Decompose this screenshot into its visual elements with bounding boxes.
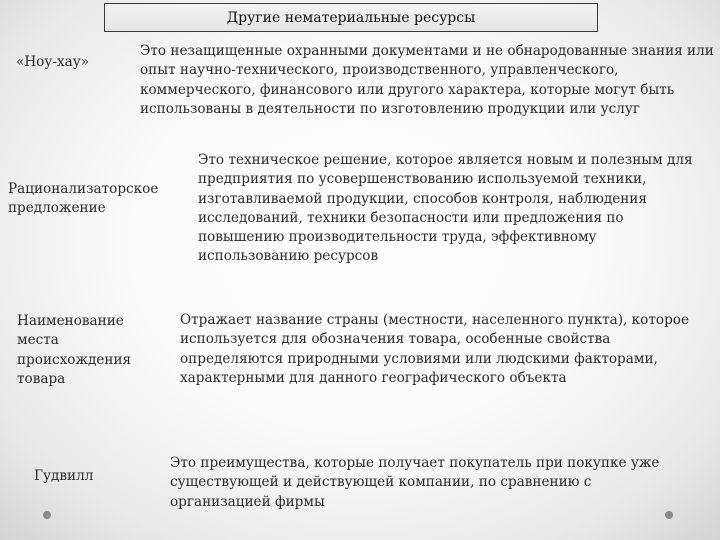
slide-dot-right: [665, 511, 673, 519]
definition-goodwill: Это преимущества, которые получает покупатель при покупке уже существующей и действующей компании, по сравнению с организацией фирмы: [170, 455, 660, 510]
term-know-how: «Ноу-хау»: [16, 54, 90, 70]
definition-rationalization-proposal: Это техническое решение, которое является новым и полезным для предприятия по усовершенствованию используемой техники, изготавливаемой продукции, способов контроля, наблюдения исследований, техники безопасности или предложения по повышению производительности труда, эффективному использованию ресурсов: [198, 152, 693, 265]
term-rationalization-proposal: Рационализаторское предложение: [8, 181, 159, 217]
definition-know-how: Это незащищенные охранными документами и не обнародованные знания или опыт научно-технического, производственного, управленческого, коммерческого, финансового или другого характера, которые могут быть использованы в деятельности по изготовлению продукции или услуг: [140, 43, 714, 117]
term-goodwill: Гудвилл: [34, 468, 94, 484]
term-appellation-of-origin: Наименование места происхождения товара: [17, 313, 132, 387]
slide-title: Другие нематериальные ресурсы: [104, 3, 598, 32]
definition-appellation-of-origin: Отражает название страны (местности, населенного пункта), которое используется для обозначения товара, особенные свойства определяются природными условиями или людскими факторами, характерными для данного географического объекта: [180, 312, 690, 386]
slide-dot-left: [43, 511, 51, 519]
